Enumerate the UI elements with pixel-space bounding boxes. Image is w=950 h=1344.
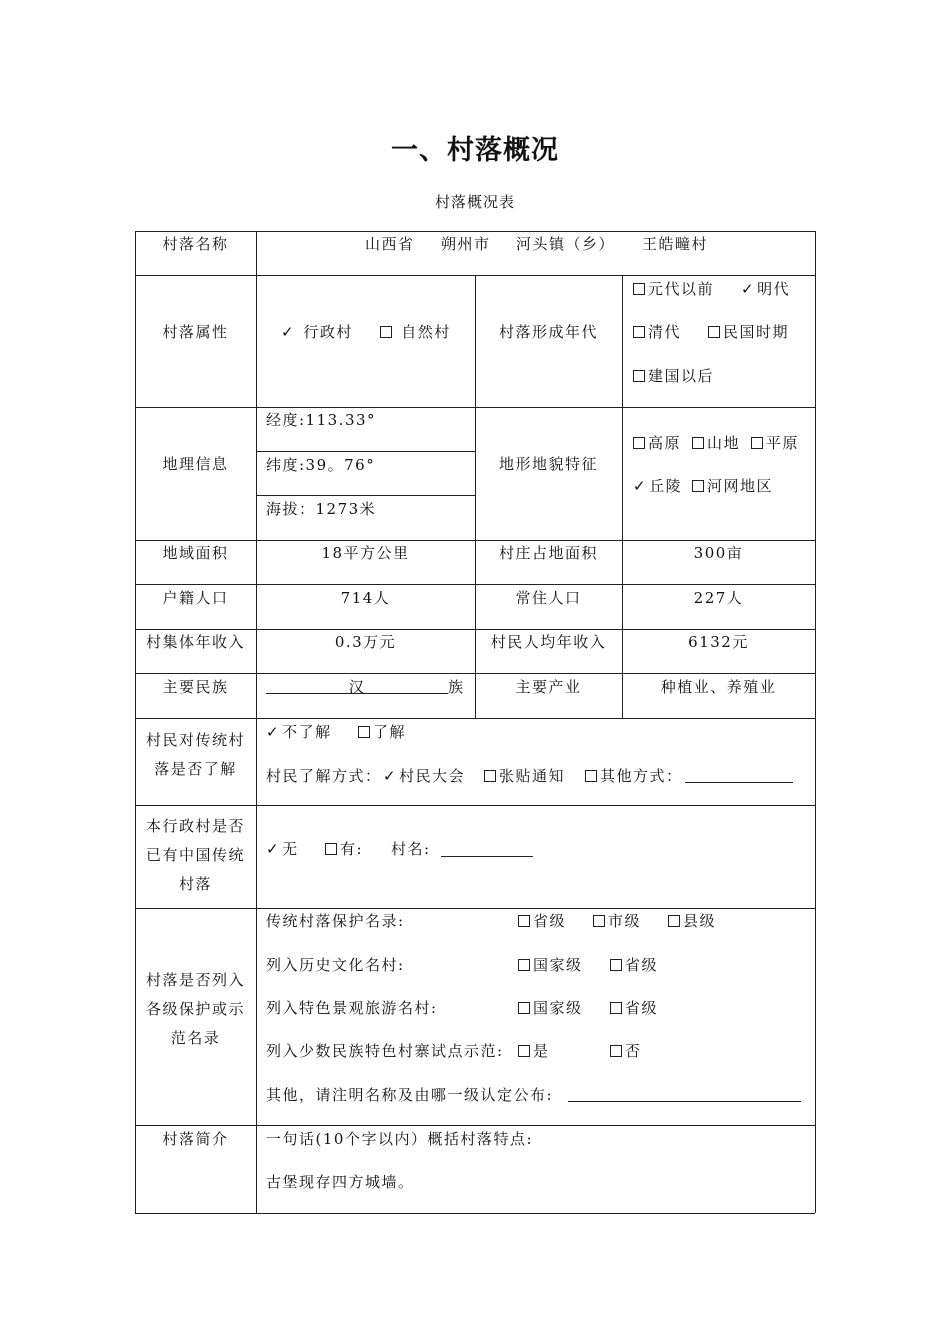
checkbox-empty-icon	[633, 326, 645, 338]
value-resident-population: 227人	[693, 589, 744, 607]
label-main-industry: 主要产业	[515, 678, 582, 696]
option-yes[interactable]: 是	[518, 1041, 550, 1061]
checkbox-empty-icon	[692, 437, 704, 449]
checkbox-empty-icon	[708, 326, 720, 338]
label-listed-in-directories: 村落是否列入 各级保护或示 范名录	[145, 971, 245, 1047]
row-divider	[135, 908, 815, 909]
label-per-capita-income: 村民人均年收入	[490, 633, 607, 651]
checkbox-empty-icon	[633, 370, 645, 382]
value-registered-population: 714人	[340, 589, 391, 607]
table-caption: 村落概况表	[434, 193, 515, 211]
checkbox-empty-icon	[633, 437, 645, 449]
checkbox-empty-icon	[380, 326, 392, 338]
row-divider	[256, 451, 475, 452]
label-ethnic-group: 主要民族	[162, 678, 229, 696]
other-method-blank[interactable]	[685, 782, 793, 783]
column-divider	[256, 231, 257, 1213]
label-collective-income: 村集体年收入	[145, 633, 245, 651]
value-altitude: 海拔：1273米	[266, 500, 377, 518]
option-county[interactable]: 县级	[668, 911, 716, 931]
checkbox-empty-icon	[518, 1002, 530, 1014]
checkbox-empty-icon	[518, 959, 530, 971]
label-village-name-blank: 村名:	[391, 840, 431, 858]
option-terrain-plain[interactable]: 平原	[751, 433, 799, 453]
option-other-method[interactable]: 其他方式：	[585, 766, 683, 786]
page-title: 一、村落概况	[391, 135, 559, 166]
checkbox-empty-icon	[692, 480, 704, 492]
option-terrain-plateau[interactable]: 高原	[633, 433, 681, 453]
table-border-right	[815, 231, 816, 1213]
checkmark-icon: ✓	[266, 840, 281, 858]
value-province: 山西省	[365, 235, 415, 253]
row-divider	[135, 805, 815, 806]
checkbox-empty-icon	[668, 915, 680, 927]
option-not-aware[interactable]: ✓ 不了解	[266, 723, 332, 741]
option-terrain-hills[interactable]: ✓ 丘陵	[633, 477, 683, 495]
checkbox-empty-icon	[325, 843, 337, 855]
value-latitude: 纬度:39。76°	[266, 456, 376, 474]
label-village-attribute: 村落属性	[162, 323, 229, 341]
label-registered-population: 户籍人口	[162, 589, 229, 607]
list-other: 其他，请注明名称及由哪一级认定公布:	[266, 1086, 554, 1104]
other-listing-blank[interactable]	[568, 1101, 801, 1102]
value-area: 18平方公里	[321, 544, 410, 562]
value-land-area: 300亩	[693, 544, 744, 562]
row-divider	[135, 1125, 815, 1126]
list-ethnic-minority-village: 列入少数民族特色村寨试点示范:	[266, 1042, 504, 1060]
option-national[interactable]: 国家级	[518, 998, 583, 1018]
checkmark-icon: ✓	[383, 767, 398, 785]
checkbox-empty-icon	[610, 959, 622, 971]
checkbox-empty-icon	[593, 915, 605, 927]
checkbox-empty-icon	[751, 437, 763, 449]
option-provincial[interactable]: 省级	[518, 911, 566, 931]
checkbox-empty-icon	[518, 1045, 530, 1057]
intro-prompt: 一句话(10个字以内）概括村落特点:	[266, 1130, 533, 1148]
option-admin-village[interactable]: ✓ 行政村	[281, 323, 353, 341]
option-era-qing[interactable]: 清代	[633, 322, 681, 342]
option-posted-notice[interactable]: 张贴通知	[484, 766, 565, 786]
row-divider	[256, 495, 475, 496]
label-geo-info: 地理信息	[162, 455, 229, 473]
checkbox-empty-icon	[484, 770, 496, 782]
intro-value: 古堡现存四方城墙。	[266, 1173, 415, 1191]
label-awareness-method: 村民了解方式：	[266, 767, 382, 785]
option-no[interactable]: 否	[610, 1041, 642, 1061]
value-village: 王皓疃村	[642, 235, 709, 253]
value-longitude: 经度:113.33°	[266, 411, 377, 429]
value-per-capita-income: 6132元	[688, 633, 749, 651]
option-natural-village[interactable]: 自然村	[380, 322, 451, 342]
value-collective-income: 0.3万元	[334, 633, 397, 651]
village-name-blank[interactable]	[441, 856, 533, 857]
checkbox-empty-icon	[633, 283, 645, 295]
label-villager-awareness: 村民对传统村 落是否了解	[145, 731, 245, 778]
checkbox-empty-icon	[610, 1002, 622, 1014]
option-era-after-founding[interactable]: 建国以后	[633, 366, 714, 386]
list-scenic-village: 列入特色景观旅游名村:	[266, 999, 438, 1017]
option-era-ming[interactable]: ✓ 明代	[741, 280, 791, 298]
label-formation-era: 村落形成年代	[498, 323, 598, 341]
table-border-bottom	[135, 1213, 815, 1214]
checkbox-empty-icon	[358, 726, 370, 738]
option-none[interactable]: ✓ 无	[266, 840, 299, 858]
label-village-intro: 村落简介	[162, 1130, 229, 1148]
checkbox-empty-icon	[585, 770, 597, 782]
label-terrain: 地形地貌特征	[498, 455, 598, 473]
label-village-name: 村落名称	[162, 235, 229, 253]
table-border-left	[135, 231, 136, 1213]
option-era-before-yuan[interactable]: 元代以前	[633, 279, 714, 299]
label-resident-population: 常住人口	[515, 589, 582, 607]
option-aware[interactable]: 了解	[358, 722, 406, 742]
option-terrain-river-network[interactable]: 河网地区	[692, 476, 773, 496]
checkmark-icon: ✓	[281, 323, 296, 341]
table-border-top	[135, 231, 815, 232]
checkmark-icon: ✓	[741, 280, 756, 298]
checkmark-icon: ✓	[633, 477, 648, 495]
option-provincial[interactable]: 省级	[610, 955, 658, 975]
value-city: 朔州市	[441, 235, 491, 253]
label-existing-traditional-village: 本行政村是否 已有中国传统 村落	[145, 817, 245, 893]
checkmark-icon: ✓	[266, 723, 281, 741]
row-divider	[135, 718, 815, 719]
label-area: 地域面积	[162, 544, 229, 562]
option-municipal[interactable]: 市级	[593, 911, 641, 931]
option-era-republic[interactable]: 民国时期	[708, 322, 789, 342]
value-main-industry: 种植业、养殖业	[660, 678, 777, 696]
option-village-meeting[interactable]: ✓ 村民大会	[383, 767, 466, 785]
option-terrain-mountain[interactable]: 山地	[692, 433, 740, 453]
list-historic-village: 列入历史文化名村:	[266, 956, 405, 974]
option-national[interactable]: 国家级	[518, 955, 583, 975]
option-provincial[interactable]: 省级	[610, 998, 658, 1018]
value-ethnic-group: 汉 族	[266, 677, 465, 697]
list-traditional-village: 传统村落保护名录:	[266, 912, 405, 930]
checkbox-empty-icon	[518, 915, 530, 927]
label-land-area: 村庄占地面积	[498, 544, 598, 562]
checkbox-empty-icon	[610, 1045, 622, 1057]
value-town: 河头镇（乡）	[516, 235, 616, 253]
option-yes[interactable]: 有:	[325, 839, 363, 859]
